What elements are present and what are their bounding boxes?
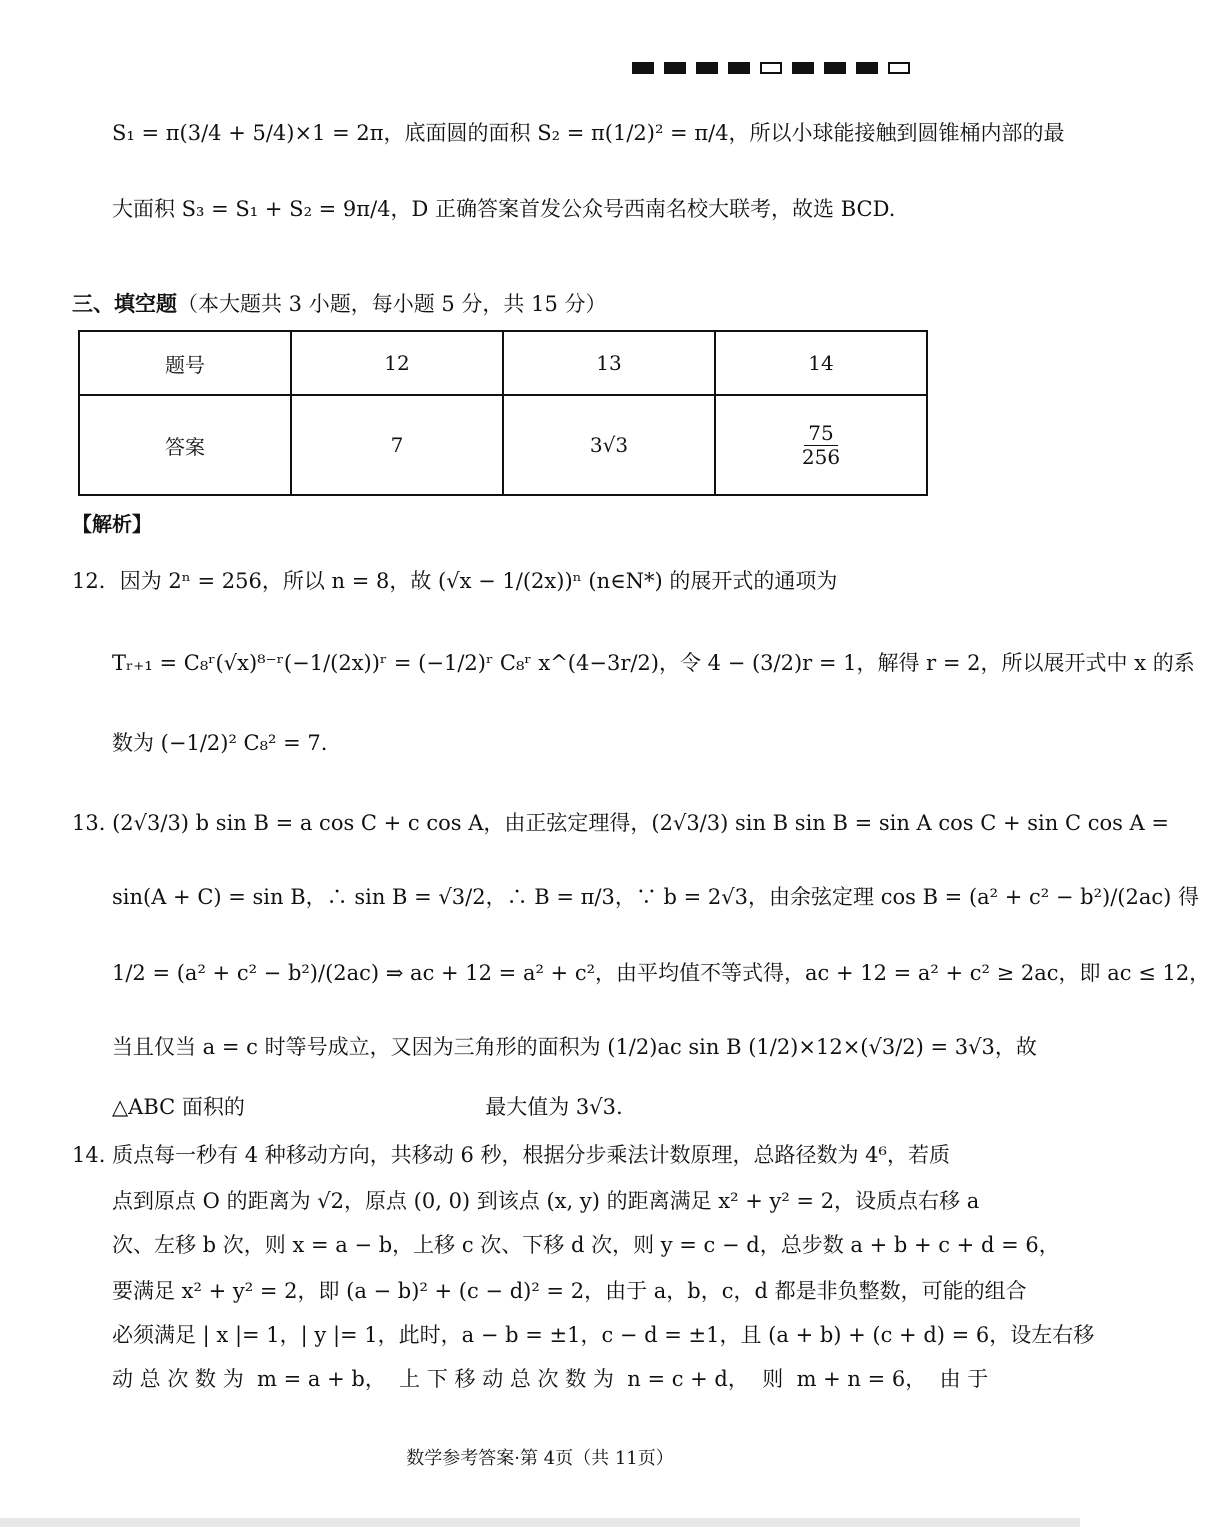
answer-cell: 7 [291, 395, 503, 495]
answer-cell: 3√3 [503, 395, 715, 495]
q13-line: 1/2 = (a² + c² − b²)/(2ac) ⇒ ac + 12 = a² + c²，由平均值不等式得，ac + 12 = a² + c² ≥ 2ac，即 ac ≤ 12， [112, 961, 1210, 985]
q14-line: 14. 质点每一秒有 4 种移动方向，共移动 6 秒，根据分步乘法计数原理，总路径数为 4⁶，若质 [72, 1143, 950, 1167]
q14-line: 必须满足 | x |= 1，| y |= 1，此时，a − b = ±1，c − d = ±1，且 (a + b) + (c + d) = 6，设左右移 [112, 1323, 1095, 1347]
answer-fraction [802, 422, 840, 469]
analysis-title: 【解析】 [72, 512, 152, 536]
header-mark [792, 62, 814, 74]
section-title-text: 三、填空题 [72, 292, 177, 316]
header-mark [632, 62, 654, 74]
intro-line: S₁ = π(3/4 + 5/4)×1 = 2π，底面圆的面积 S₂ = π(1/2)² = π/4，所以小球能接触到圆锥桶内部的最 [112, 121, 1065, 145]
q12-line: 12．因为 2ⁿ = 256，所以 n = 8，故 (√x − 1/(2x))ⁿ (n∈N*) 的展开式的通项为 [72, 569, 838, 593]
question-number-cell: 14 [715, 331, 927, 395]
question-number-cell: 12 [291, 331, 503, 395]
q13-line: △ABC 面积的 最大值为 3√3. [112, 1095, 623, 1119]
q12-line: 数为 (−1/2)² C₈² = 7. [112, 731, 328, 755]
q14-line: 要满足 x² + y² = 2，即 (a − b)² + (c − d)² = 2，由于 a，b，c，d 都是非负整数，可能的组合 [112, 1279, 1027, 1303]
answer-cell [715, 395, 927, 495]
q14-line: 点到原点 O 的距离为 √2，原点 (0, 0) 到该点 (x, y) 的距离满足 x² + y² = 2，设质点右移 a [112, 1189, 980, 1213]
q12-line: Tᵣ₊₁ = C₈ʳ(√x)⁸⁻ʳ(−1/(2x))ʳ = (−1/2)ʳ C₈ʳ x^(4−3r/2)，令 4 − (3/2)r = 1，解得 r = 2，所以展开式中 x 的系 [112, 651, 1195, 675]
intro-line: 大面积 S₃ = S₁ + S₂ = 9π/4，D 正确答案首发公众号西南名校大联考，故选 BCD. [112, 197, 896, 221]
row-header-cell: 题号 [79, 331, 291, 395]
header-mark [856, 62, 878, 74]
answer-table [78, 330, 928, 496]
header-mark [760, 62, 782, 74]
q13-line: sin(A + C) = sin B，∴ sin B = √3/2，∴ B = π/3，∵ b = 2√3，由余弦定理 cos B = (a² + c² − b²)/(2ac) 得 [112, 885, 1199, 909]
q14-line: 动 总 次 数 为 m = a + b， 上 下 移 动 总 次 数 为 n = c + d， 则 m + n = 6， 由 于 [112, 1367, 989, 1391]
section-note: （本大题共 3 小题，每小题 5 分，共 15 分） [177, 292, 607, 316]
page-footer: 数学参考答案·第 4页（共 11页） [406, 1448, 674, 1469]
header-mark [696, 62, 718, 74]
header-mark [824, 62, 846, 74]
header-mark [888, 62, 910, 74]
section-title [72, 288, 607, 318]
question-number-cell: 13 [503, 331, 715, 395]
table-row [79, 331, 927, 395]
header-marks [632, 62, 910, 74]
q13-line: 当且仅当 a = c 时等号成立，又因为三角形的面积为 (1/2)ac sin B (1/2)×12×(√3/2) = 3√3，故 [112, 1035, 1037, 1059]
header-mark [728, 62, 750, 74]
header-mark [664, 62, 686, 74]
fraction-numerator: 75 [804, 422, 837, 446]
table-row [79, 395, 927, 495]
row-answer-cell: 答案 [79, 395, 291, 495]
q13-line: 13. (2√3/3) b sin B = a cos C + c cos A，由正弦定理得，(2√3/3) sin B sin B = sin A cos C + sin C cos A = [72, 811, 1169, 835]
bottom-rule [0, 1518, 1080, 1527]
fraction-denominator: 256 [801, 444, 841, 469]
q14-line: 次、左移 b 次，则 x = a − b，上移 c 次、下移 d 次，则 y = c − d，总步数 a + b + c + d = 6， [112, 1233, 1060, 1257]
